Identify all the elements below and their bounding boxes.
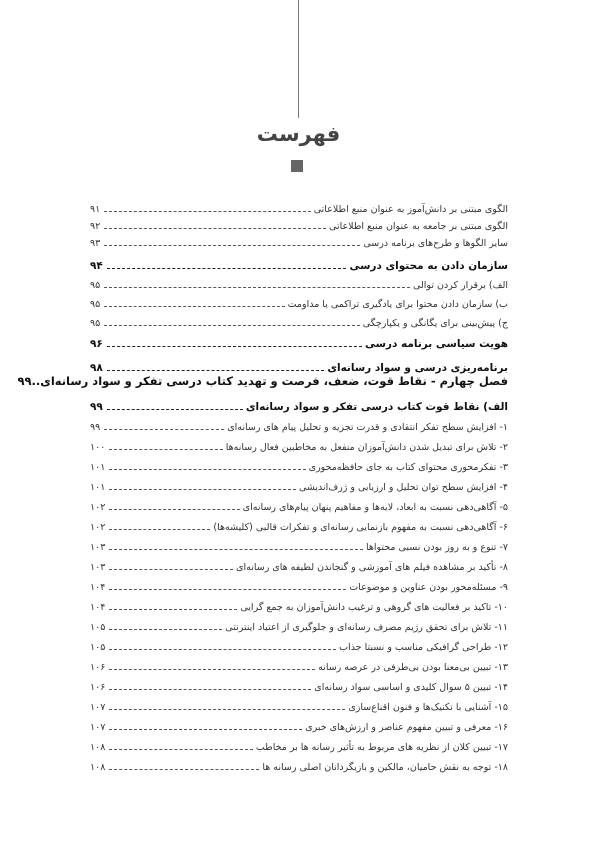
toc-entry-page: ۱۰۸ bbox=[90, 761, 106, 773]
toc-entry[interactable] bbox=[90, 699, 508, 715]
toc-entry-page: ۹۵ bbox=[90, 317, 101, 329]
dot-leader bbox=[109, 709, 345, 710]
toc-entry[interactable] bbox=[90, 499, 508, 515]
toc-entry-page: ۱۰۱ bbox=[90, 481, 106, 493]
toc-section-page: ۹۶ bbox=[90, 338, 103, 350]
toc-entry-page: ۱۰۸ bbox=[90, 741, 106, 753]
toc-entry[interactable] bbox=[90, 479, 508, 495]
dot-leader bbox=[104, 287, 410, 288]
dot-leader bbox=[107, 346, 362, 347]
toc-entry-title: ۹- مسئله‌محور بودن عناوین و موضوعات bbox=[349, 581, 508, 593]
dot-leader bbox=[109, 689, 311, 690]
toc-entry-page: ۱۰۱ bbox=[90, 461, 106, 473]
toc-entry-title: ۱۰- تاکید بر فعالیت های گروهی و ترغیب دانش‌آموزان به جمع گرایی bbox=[240, 601, 508, 613]
toc-entry[interactable] bbox=[90, 719, 508, 735]
dot-leader bbox=[104, 228, 326, 229]
dot-leader bbox=[104, 211, 311, 212]
toc-section-page: ۹۸ bbox=[90, 362, 103, 374]
toc-entry-title: سایر الگوها و طرح‌های برنامه درسی bbox=[363, 237, 508, 249]
toc-entry-page: ۱۰۴ bbox=[90, 601, 106, 613]
toc-entry[interactable] bbox=[90, 201, 508, 217]
toc-entry-title: ۵- آگاهی‌دهی نسبت به ابعاد، لایه‌ها و مفاهیم پنهان پیام‌های رسانه‌ای bbox=[242, 501, 508, 513]
toc-entry[interactable] bbox=[90, 639, 508, 655]
toc-entry-page: ۱۰۵ bbox=[90, 621, 106, 633]
chapter-heading[interactable]: فصل چهارم - نقاط قوت، ضعف، فرصت و تهدید کتاب درسی تفکر و سواد رسانه‌ای..۹۹ bbox=[17, 374, 508, 388]
dot-leader bbox=[107, 370, 325, 371]
toc-entry-title: ۶- آگاهی‌دهی نسبت به مفهوم بازنمایی رسانه‌ای و تفکرات قالبی (کلیشه‌ها) bbox=[213, 521, 508, 533]
toc-entry[interactable] bbox=[90, 619, 508, 635]
toc-section-title: سازمان دادن به محتوای درسی bbox=[349, 260, 508, 272]
dot-leader bbox=[104, 245, 360, 246]
toc-section-page: ۹۴ bbox=[90, 260, 103, 272]
toc-entry-page: ۱۰۰ bbox=[90, 441, 106, 453]
dot-leader bbox=[109, 609, 237, 610]
toc-entry-title: ۱- افزایش سطح تفکر انتقادی و قدرت تجزیه و تحلیل پیام های رسانه‌ای bbox=[227, 421, 508, 433]
toc-entry-title: الگوی مبتنی بر جامعه به عنوان منبع اطلاعاتی bbox=[329, 220, 508, 232]
toc-entry-page: ۹۱ bbox=[90, 203, 101, 215]
toc-section[interactable] bbox=[90, 399, 508, 415]
toc-entry-page: ۱۰۲ bbox=[90, 501, 106, 513]
dot-leader bbox=[109, 569, 233, 570]
toc-entry[interactable] bbox=[90, 679, 508, 695]
toc-entry-title: ب) سازمان دادن محتوا برای یادگیری تراکمی یا مداومت bbox=[287, 298, 508, 310]
toc-entry-title: ۱۵- آشنایی با تکنیک‌ها و فنون اقناع‌سازی bbox=[348, 701, 508, 713]
toc-entry-page: ۱۰۳ bbox=[90, 541, 106, 553]
toc-entry[interactable] bbox=[90, 218, 508, 234]
dot-leader bbox=[109, 469, 305, 470]
toc-entry[interactable] bbox=[90, 519, 508, 535]
toc-entry-title: ۱۷- تبیین کلان از نظریه های مربوط به تأثیر رسانه ها بر مخاطب bbox=[255, 741, 508, 753]
dot-leader bbox=[109, 729, 302, 730]
toc-section-title: هویت سیاسی برنامه درسی bbox=[364, 338, 508, 350]
toc-entry-page: ۹۵ bbox=[90, 279, 101, 291]
toc-section[interactable] bbox=[90, 336, 508, 352]
toc-entry-page: ۱۰۲ bbox=[90, 521, 106, 533]
toc-entry-title: الگوی مبتنی بر دانش‌آموز به عنوان منبع اطلاعاتی bbox=[313, 203, 508, 215]
toc-entry-title: ۷- تنوع و به روز بودن نسبی محتواها bbox=[365, 541, 508, 553]
page-title: فهرست bbox=[256, 122, 341, 146]
toc-section-page: ۹۹ bbox=[90, 401, 103, 413]
dot-leader bbox=[109, 769, 259, 770]
dot-leader bbox=[109, 549, 363, 550]
toc-entry-page: ۱۰۳ bbox=[90, 561, 106, 573]
toc-entry-page: ۱۰۶ bbox=[90, 681, 106, 693]
toc-entry[interactable] bbox=[90, 419, 508, 435]
toc-entry[interactable] bbox=[90, 459, 508, 475]
dot-leader bbox=[107, 409, 243, 410]
toc-entry-title: ۴- افزایش سطح توان تحلیل و ارزیابی و ژرف‌اندیشی bbox=[299, 481, 508, 493]
dot-leader bbox=[109, 509, 239, 510]
toc-entry[interactable] bbox=[90, 579, 508, 595]
dot-leader bbox=[109, 529, 210, 530]
dot-leader bbox=[104, 306, 284, 307]
dot-leader bbox=[109, 749, 253, 750]
toc-entry[interactable] bbox=[90, 739, 508, 755]
toc-entry[interactable] bbox=[90, 277, 508, 293]
dot-leader bbox=[104, 429, 224, 430]
toc-entry-page: ۱۰۴ bbox=[90, 581, 106, 593]
toc-entry-page: ۱۰۶ bbox=[90, 661, 106, 673]
toc-section-title: برنامه‌ریزی درسی و سواد رسانه‌ای bbox=[327, 362, 508, 374]
toc-entry[interactable] bbox=[90, 296, 508, 312]
toc-entry-page: ۹۹ bbox=[90, 421, 101, 433]
toc-section-title: الف) نقاط قوت کتاب درسی تفکر و سواد رسانه‌ای bbox=[245, 401, 508, 413]
toc-section[interactable] bbox=[90, 258, 508, 274]
toc-entry-page: ۹۲ bbox=[90, 220, 101, 232]
dot-leader bbox=[109, 449, 222, 450]
toc-entry-page: ۱۰۷ bbox=[90, 721, 106, 733]
dot-leader bbox=[109, 629, 222, 630]
top-vertical-rule bbox=[298, 0, 299, 118]
dot-leader bbox=[107, 268, 347, 269]
toc-entry-page: ۱۰۵ bbox=[90, 641, 106, 653]
toc-entry-page: ۱۰۷ bbox=[90, 701, 106, 713]
dot-leader bbox=[109, 649, 336, 650]
toc-entry-title: ۱۳- تبیین بی‌معنا بودن بی‌طرفی در عرصه رسانه bbox=[318, 661, 508, 673]
toc-entry[interactable] bbox=[90, 315, 508, 331]
toc-entry-title: ۲- تلاش برای تبدیل شدن دانش‌آموزان منفعل به مخاطبین فعال رسانه‌ها bbox=[225, 441, 508, 453]
toc-entry[interactable] bbox=[90, 235, 508, 251]
toc-entry[interactable] bbox=[90, 559, 508, 575]
dot-leader bbox=[109, 589, 346, 590]
toc-entry-page: ۹۵ bbox=[90, 298, 101, 310]
toc-entry-title: ۸- تأکید بر مشاهده فیلم های آموزشی و گنجاندن لطیفه های رسانه‌ای bbox=[236, 561, 508, 573]
toc-entry-title: ۱۱- تلاش برای تحقق رژیم مصرف رسانه‌ای و جلوگیری از اعتیاد اینترنتی bbox=[225, 621, 508, 633]
dot-leader bbox=[109, 489, 296, 490]
toc-entry-title: ج) پیش‌بینی برای یگانگی و یکپارچگی bbox=[362, 317, 508, 329]
toc-entry-title: ۳- تفکرمحوری محتوای کتاب به جای حافظه‌محوری bbox=[308, 461, 508, 473]
toc-entry[interactable] bbox=[90, 759, 508, 775]
toc-entry[interactable] bbox=[90, 659, 508, 675]
dot-leader bbox=[104, 325, 360, 326]
toc-entry-title: ۱۶- معرفی و تبیین مفهوم عناصر و ارزش‌های خبری bbox=[305, 721, 508, 733]
toc-entry-title: ۱۸- توجه به نقش حامیان، مالکین و بازیگردانان اصلی رسانه ها bbox=[262, 761, 508, 773]
toc-entry-title: الف) برقرار کردن توالی bbox=[412, 279, 508, 291]
toc-entry-title: ۱۲- طراحی گرافیکی مناسب و نسبتا جذاب bbox=[339, 641, 508, 653]
title-ornament-square bbox=[291, 160, 303, 172]
toc-entry[interactable] bbox=[90, 439, 508, 455]
dot-leader bbox=[109, 669, 315, 670]
toc-entry[interactable] bbox=[90, 539, 508, 555]
toc-entry-page: ۹۳ bbox=[90, 237, 101, 249]
toc-entry-title: ۱۴- تبیین ۵ سوال کلیدی و اساسی سواد رسانه‌ای bbox=[314, 681, 508, 693]
toc-entry[interactable] bbox=[90, 599, 508, 615]
